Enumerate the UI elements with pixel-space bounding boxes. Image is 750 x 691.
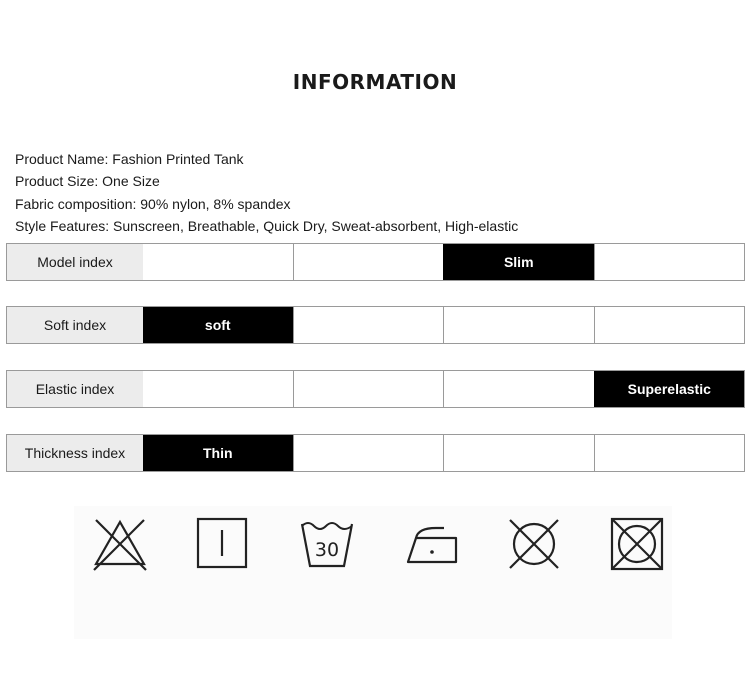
index-label: Soft index (7, 307, 143, 343)
index-cell-selected: Superelastic (594, 371, 745, 407)
index-label: Elastic index (7, 371, 143, 407)
iron-low-icon (402, 516, 462, 572)
index-label: Model index (7, 244, 143, 280)
index-cell (293, 371, 444, 407)
do-not-tumble-dry-icon (608, 516, 666, 572)
tumble-dry-icon (194, 516, 250, 572)
page-title: INFORMATION (292, 70, 458, 94)
index-cell-selected: soft (143, 307, 293, 343)
wash-temperature: 30 (314, 539, 340, 561)
index-cell (443, 435, 594, 471)
do-not-dry-clean-icon (506, 516, 562, 572)
index-cell-selected: Slim (443, 244, 594, 280)
thickness-index-row (6, 434, 745, 472)
hand-wash-30-icon (298, 516, 356, 572)
index-cell (594, 435, 745, 471)
index-cell (143, 371, 293, 407)
detail-product-name: Product Name: Fashion Printed Tank (15, 151, 244, 167)
soft-index-row (6, 306, 745, 344)
index-cell (293, 435, 444, 471)
index-cell-selected: Thin (143, 435, 293, 471)
detail-product-size: Product Size: One Size (15, 173, 160, 190)
detail-fabric-composition: Fabric composition: 90% nylon, 8% spandex (15, 195, 291, 212)
index-cell (443, 307, 594, 343)
index-cell (293, 244, 444, 280)
detail-style-features: Style Features: Sunscreen, Breathable, Quick Dry, Sweat-absorbent, High-elastic (15, 218, 519, 235)
index-cell (594, 244, 745, 280)
index-cell (594, 307, 745, 343)
product-details (15, 148, 518, 238)
index-cell (293, 307, 444, 343)
index-cell (443, 371, 594, 407)
care-instructions (74, 506, 672, 639)
model-index-row (6, 243, 745, 281)
index-label: Thickness index (7, 435, 143, 471)
index-cell (143, 244, 293, 280)
elastic-index-row (6, 370, 745, 408)
do-not-bleach-icon (90, 516, 150, 572)
